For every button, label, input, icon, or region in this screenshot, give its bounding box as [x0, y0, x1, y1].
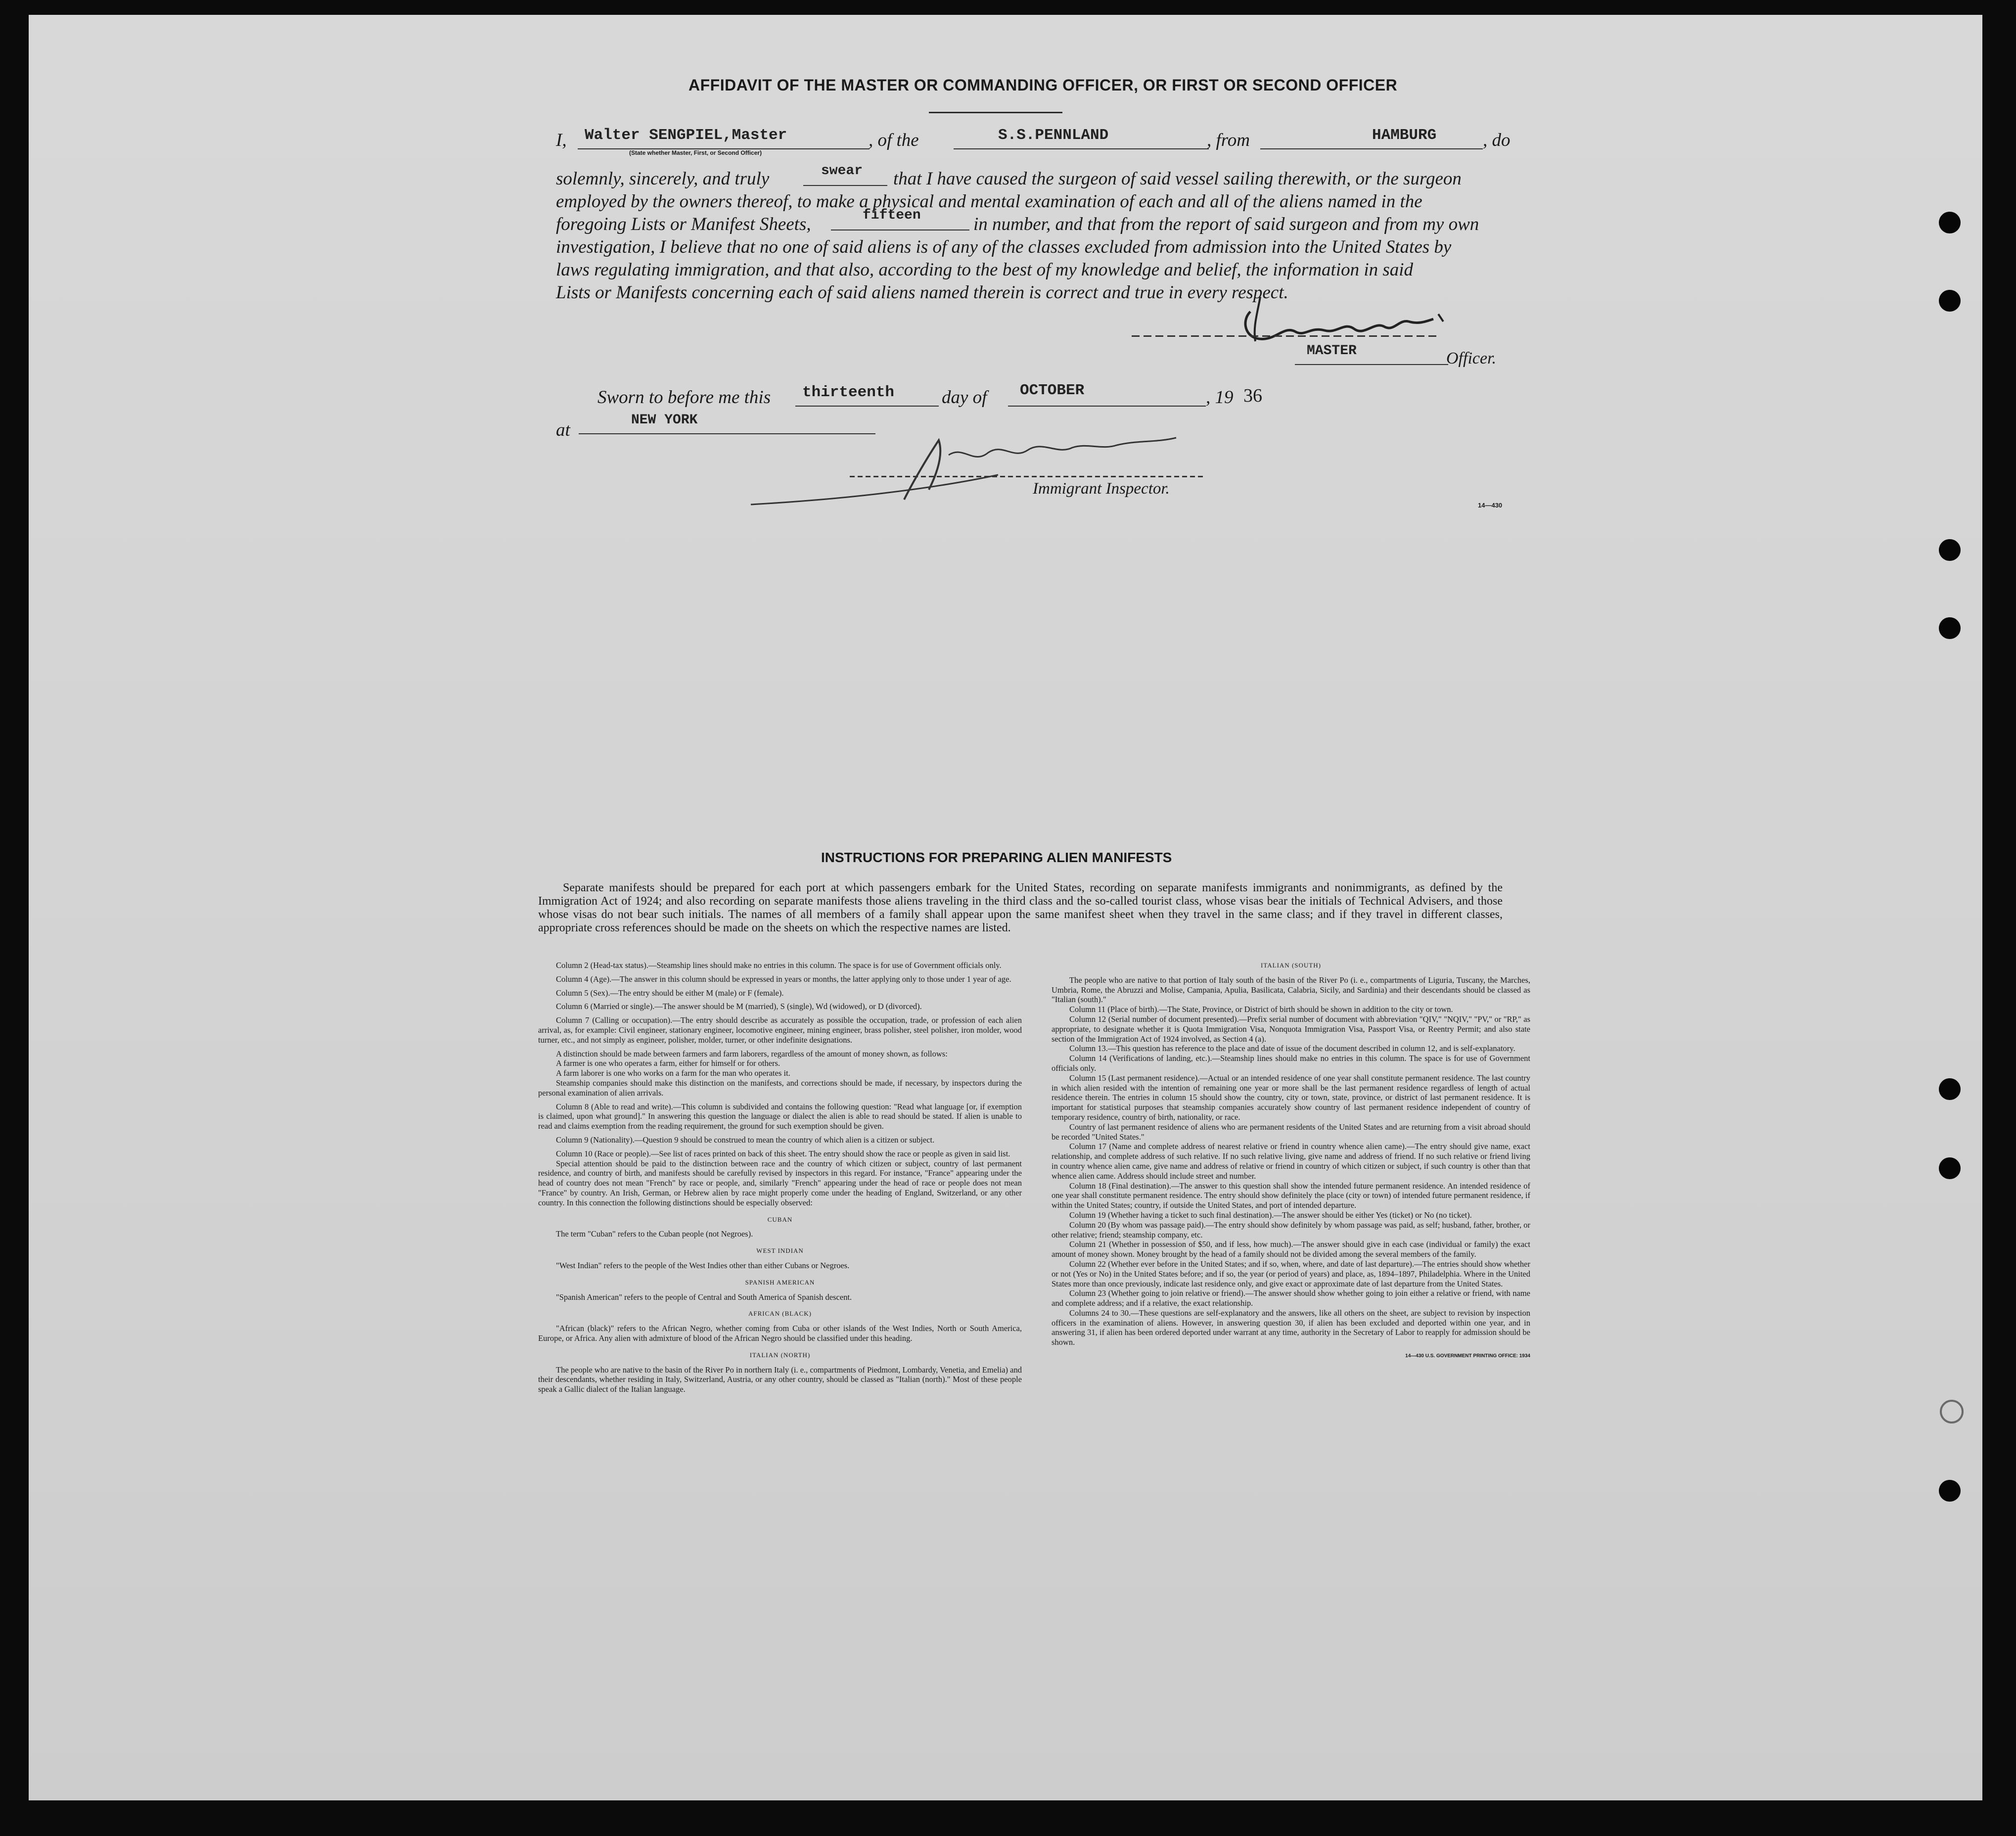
punch-hole	[1939, 1157, 1961, 1179]
instruction-paragraph: Column 5 (Sex).—The entry should be either M (male) or F (female).	[556, 988, 784, 998]
instruction-paragraph: Columns 24 to 30.—These questions are self-explanatory and the answers, like all others on the sheet, are subject to revision by inspection officers in the examination of aliens. However, in answering question 30, if alien has been excluded and deported within one year, and in answering 31, if alien has been ordered deported under warrant at any time, authority in the Secretary of Labor to reapply for admission should be shown.	[1052, 1308, 1530, 1347]
instruction-paragraph: Column 18 (Final destination).—The answer to this question shall show the intended future permanent residence. An intended residence of one year shall constitute permanent residence. The entry should show definitely the place (city or town) of intended future permanent residence, if within the United States; country, if outside the United States, and port of intended departure.	[1052, 1181, 1530, 1210]
inspector-signature	[741, 425, 1226, 514]
punch-hole	[1939, 617, 1961, 639]
officer-name-value: Walter SENGPIEL,Master	[585, 127, 787, 144]
instruction-paragraph: Column 20 (By whom was passage paid).—The entry should show definitely by whom passage was paid, as self; husband, father, brother, or other relative; friend; steamship company, etc.	[1052, 1220, 1530, 1239]
affidavit-line4-pre: foregoing Lists or Manifest Sheets,	[556, 214, 811, 234]
instruction-paragraph: The people who are native to that portion of Italy south of the basin of the River Po (i. e., compartments of Liguria, Tuscany, the Marches, Umbria, Rome, the Abruzzi and Molise, Campania, Apulia, Basilicata, Calabria, Sicily, and Sardinia) and their descendants should be classed as "Italian (south)."	[1052, 975, 1530, 1005]
instruction-paragraph: Column 19 (Whether having a ticket to such final destination).—The answer should be either Yes (ticket) or No (no ticket).	[1069, 1210, 1472, 1220]
affidavit-line7: Lists or Manifests concerning each of said aliens named therein is correct and true in every respect.	[556, 282, 1288, 303]
instruction-paragraph: Column 8 (Able to read and write).—This column is subdivided and contains the following question: "Read what language [or, if exemption is claimed, upon what ground]." In answering this question the language or dialect the alien is able to read should be stated. If alien is unable to read and claims exemption from the reading requirement, the ground for such exemption should be given.	[538, 1102, 1022, 1131]
affidavit-of-the: , of the	[869, 130, 919, 150]
month-line	[1008, 406, 1206, 407]
punch-hole	[1939, 1480, 1961, 1502]
instruction-paragraph: Column 21 (Whether in possession of $50, and if less, how much).—The answer should give in each case (individual or family) the exact amount of money shown. Money brought by the head of a family should not be divided among the several members of the family.	[1052, 1239, 1530, 1259]
instruction-paragraph: Column 7 (Calling or occupation).—The entry should describe as accurately as possible the occupation, trade, or profession of each alien arrival, as, for example: Civil engineer, stationary engineer, locomotive engineer, mining engineer, brass polisher, steel polisher, iron molder, wood turner, etc., and not simply as engineer, polisher, molder, turner, or other indefinite designations.	[538, 1015, 1022, 1045]
section-heading: ITALIAN (SOUTH)	[1261, 962, 1321, 969]
instruction-paragraph: Column 23 (Whether going to join relative or friend).—The answer should show whether going to join either a relative or friend, with name and complete address; and if a relative, the exact relationship.	[1052, 1288, 1530, 1308]
instructions-intro: Separate manifests should be prepared for each port at which passengers embark for the United States, recording on separate manifests immigrants and nonimmigrants, as defined by the Immigration Act of 1924; and also recording on separate manifests those aliens traveling in the third class and the so-called tourist class, whose visas bear the initials of Technical Advisers, and those whose visas do not bear such initials. The names of all members of a family shall appear upon the same manifest sheet when they travel in the same class; and if they travel in different classes, appropriate cross references should be made on the sheets on which the respective names are listed.	[538, 881, 1503, 934]
instruction-paragraph: Column 10 (Race or people).—See list of races printed on back of this sheet. The entry should show the race or people as given in said list.	[556, 1148, 1010, 1158]
printing-footer: 14—430 U.S. GOVERNMENT PRINTING OFFICE: 1934	[1405, 1353, 1530, 1359]
instruction-paragraph: Steamship companies should make this distinction on the manifests, and corrections should be made, if necessary, by inspectors during the personal examination of alien arrivals.	[538, 1078, 1022, 1098]
instruction-paragraph: Special attention should be paid to the distinction between race and the country of which citizen or subject, country of last permanent residence, and country of birth, and manifests should be carefully revised by inspectors in this regard. For instance, "France" appearing under the head of country does not mean "French" by race or people, and, similarly "French" appearing under the head of race or people does not mean "France" by country. An Irish, German, or Hebrew alien by race might properly come under the heading of England, Switzerland, or any other country. In this connection the following distinctions should be especially observed:	[538, 1158, 1022, 1207]
instruction-paragraph: Column 9 (Nationality).—Question 9 should be construed to mean the country of which alien is a citizen or subject.	[556, 1135, 935, 1145]
instruction-paragraph: Column 15 (Last permanent residence).—Actual or an intended residence of one year shall constitute permanent residence. The last country in which alien resided with the intention of remaining one year or more shall be the last permanent residence regardless of length of actual residence therein. The entries in column 15 should show the country, city or town, state, province, or district of last permanent residence. It is important for statistical purposes that steamship companies accurately show country of last permanent residence independent of country of temporary residence, country of birth, nationality, or race.	[1052, 1073, 1530, 1122]
instruction-paragraph: Column 13.—This question has reference to the place and date of issue of the document described in column 12, and is self-explanatory.	[1069, 1044, 1515, 1054]
affidavit-from: , from	[1207, 130, 1250, 150]
vessel-line	[954, 148, 1209, 149]
instruction-paragraph: Column 17 (Name and complete address of nearest relative or friend in country whence alien came).—The entry should give name, exact relationship, and complete address of such relative. If no such relative living, give name and address of friend. If no such relative or friend living in country whence alien came, give name and address of relative or friend in country of which citizen or subject, if such country is other than that whence alien came. Address should include street and number.	[1052, 1142, 1530, 1181]
instruction-paragraph: Column 22 (Whether ever before in the United States; and if so, when, where, and date of last departure).—The entries should show whether or not (Yes or No) in the United States before; and if so, the year (or period of years) and place, as, 1894–1897, Philadelphia. Where in the United States more than once previously, indicate last residence only, and give exact or approximate date of last departure from the United States.	[1052, 1259, 1530, 1288]
section-text: "Spanish American" refers to the people of Central and South America of Spanish descent.	[556, 1292, 852, 1302]
punch-hole	[1940, 1400, 1964, 1423]
place-value: NEW YORK	[631, 413, 698, 428]
punch-hole	[1939, 290, 1961, 312]
master-signature-line	[1132, 335, 1438, 337]
day-line	[795, 406, 939, 407]
instructions-right-column	[1052, 961, 1530, 1361]
year-value: 36	[1243, 385, 1262, 406]
instruction-paragraph: Column 11 (Place of birth).—The State, Province, or District of birth should be shown in addition to the city or town.	[1069, 1005, 1453, 1014]
instruction-paragraph: Column 6 (Married or single).—The answer should be M (married), S (single), Wd (widowed), or D (divorced).	[556, 1002, 922, 1011]
port-value: HAMBURG	[1372, 127, 1437, 144]
punch-hole	[1939, 212, 1961, 233]
instruction-paragraph: A farmer is one who operates a farm, either for himself or for others.	[556, 1058, 780, 1068]
instruction-paragraph: Column 14 (Verifications of landing, etc.).—Steamship lines should make no entries in this column. The space is for use of Government officials only.	[1052, 1054, 1530, 1073]
affidavit-line6: laws regulating immigration, and that also, according to the best of my knowledge and belief, the information in said	[556, 260, 1414, 280]
inspector-label: Immigrant Inspector.	[1033, 480, 1170, 498]
sworn-pre: Sworn to before me this	[597, 387, 771, 408]
sworn-year-prefix: , 19	[1206, 387, 1234, 408]
manifest-sheet	[29, 15, 1982, 1800]
affidavit-do: , do	[1483, 130, 1511, 150]
sheets-value: fifteen	[863, 208, 921, 223]
instruction-paragraph: A farm laborer is one who works on a farm for the man who operates it.	[556, 1068, 790, 1078]
rank-line	[1295, 364, 1448, 365]
rank-note: (State whether Master, First, or Second Officer)	[629, 149, 762, 156]
vessel-value: S.S.PENNLAND	[998, 127, 1109, 144]
instruction-paragraph: Column 4 (Age).—The answer in this column should be expressed in years or months, the latter applying only to those under 1 year of age.	[556, 974, 1011, 984]
instruction-paragraph: Column 2 (Head-tax status).—Steamship lines should make no entries in this column. The space is for use of Government officials only.	[556, 961, 1002, 970]
instruction-paragraph: Country of last permanent residence of aliens who are permanent residents of the United States and are returning from a visit abroad should be recorded "United States."	[1052, 1122, 1530, 1142]
officer-label: Officer.	[1446, 349, 1497, 367]
inspector-signature-line	[850, 476, 1206, 477]
affidavit-form-number: 14—430	[1478, 502, 1503, 509]
section-text: The people who are native to the basin of the River Po in northern Italy (i. e., compartments of Piedmont, Lombardy, Venetia, and Emelia) and their descendants, whether residing in Italy, Switzerland, Austria, or any other country, should be classed as "Italian (north)." Most of these people speak a Gallic dialect of the Italian language.	[538, 1365, 1022, 1394]
month-value: OCTOBER	[1020, 382, 1085, 399]
affidavit-line3: employed by the owners thereof, to make a physical and mental examination of each and all of the aliens named in the	[556, 191, 1422, 212]
affidavit-i: I,	[556, 130, 567, 150]
port-line	[1260, 148, 1483, 149]
section-heading: WEST INDIAN	[756, 1247, 804, 1255]
affidavit-line4-post: in number, and that from the report of said surgeon and from my own	[973, 214, 1479, 234]
section-heading: SPANISH AMERICAN	[745, 1278, 815, 1286]
section-heading: CUBAN	[767, 1215, 793, 1223]
section-text: "African (black)" refers to the African Negro, whether coming from Cuba or other islands of the West Indies, North or South America, Europe, or Africa. Any alien with admixture of blood of the African Negro should be classified under this heading.	[538, 1324, 1022, 1343]
instruction-paragraph: A distinction should be made between farmers and farm laborers, regardless of the amount of money shown, as follows:	[556, 1049, 948, 1058]
instructions-title: INSTRUCTIONS FOR PREPARING ALIEN MANIFESTS	[821, 850, 1172, 865]
affidavit-line2-pre: solemnly, sincerely, and truly	[556, 169, 770, 189]
rank-value: MASTER	[1307, 343, 1357, 359]
punch-hole	[1939, 539, 1961, 561]
affidavit-title: AFFIDAVIT OF THE MASTER OR COMMANDING OFFICER, OR FIRST OR SECOND OFFICER	[688, 76, 1398, 94]
instructions-left-column	[538, 961, 1022, 1394]
section-heading: AFRICAN (BLACK)	[748, 1310, 812, 1318]
title-rule	[929, 112, 1062, 113]
oath-line	[803, 185, 887, 186]
affidavit-line5: investigation, I believe that no one of said aliens is of any of the classes excluded from admission into the United States by	[556, 237, 1452, 257]
day-value: thirteenth	[802, 384, 895, 401]
master-signature	[1231, 292, 1458, 351]
punch-hole	[1939, 1078, 1961, 1100]
oath-value: swear	[821, 163, 863, 179]
section-text: "West Indian" refers to the people of the West Indies other than either Cubans or Negroes.	[556, 1260, 850, 1270]
sworn-at: at	[556, 420, 570, 440]
instruction-paragraph: Column 12 (Serial number of document presented).—Prefix serial number of document with abbreviation "QIV," "NQIV," "PV," or "RP," as appropriate, to designate whether it is Quota Immigration Visa, Nonquota Immigration Visa, Passport Visa, or Reentry Permit; and also state section of the Immigration Act of 1924 involved, as Section 4 (a).	[1052, 1014, 1530, 1044]
section-text: The term "Cuban" refers to the Cuban people (not Negroes).	[556, 1229, 753, 1239]
sworn-day-of: day of	[942, 387, 987, 408]
section-heading: ITALIAN (NORTH)	[749, 1351, 811, 1359]
affidavit-line2-post: that I have caused the surgeon of said vessel sailing therewith, or the surgeon	[893, 169, 1462, 189]
